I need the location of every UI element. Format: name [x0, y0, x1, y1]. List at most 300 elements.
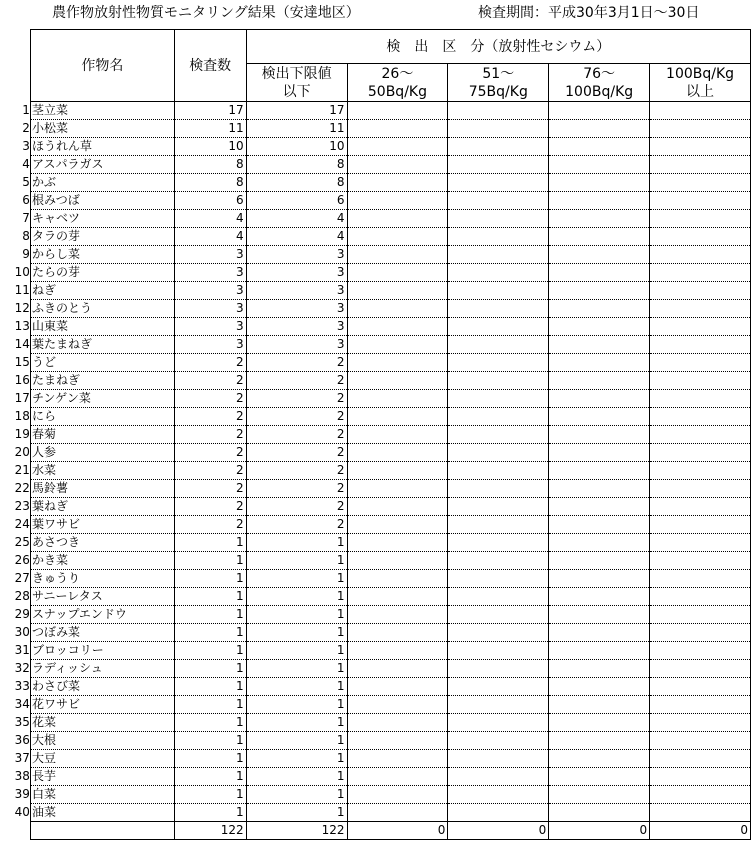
inspection-count: 3 — [174, 300, 246, 318]
row-number: 27 — [14, 571, 30, 585]
below-limit-count: 1 — [246, 624, 347, 642]
total-count: 122 — [174, 822, 246, 840]
table-row — [0, 390, 751, 408]
crop-name: きゅうり — [30, 570, 174, 588]
range-76-100-cell — [549, 570, 650, 588]
row-number: 1 — [22, 103, 30, 117]
crop-name: 大根 — [30, 732, 174, 750]
range-51-75-cell — [448, 804, 549, 822]
crop-name: わさび菜 — [30, 678, 174, 696]
range-76-100-cell — [549, 660, 650, 678]
total-range-26-50: 0 — [347, 822, 448, 840]
range-100-over-cell — [650, 426, 751, 444]
below-limit-count: 1 — [246, 768, 347, 786]
total-range-100-over: 0 — [650, 822, 751, 840]
table-row — [0, 102, 751, 120]
inspection-count: 2 — [174, 480, 246, 498]
crop-name: 春菊 — [30, 426, 174, 444]
range-100-over-cell — [650, 300, 751, 318]
inspection-count: 2 — [174, 408, 246, 426]
range-100-over-cell — [650, 678, 751, 696]
below-limit-count: 2 — [246, 498, 347, 516]
row-number: 14 — [14, 337, 30, 351]
range-100-over-cell — [650, 228, 751, 246]
range-51-75-cell — [448, 660, 549, 678]
row-number: 30 — [14, 625, 30, 639]
table-row — [0, 750, 751, 768]
below-limit-count: 10 — [246, 138, 347, 156]
table-row — [0, 786, 751, 804]
inspection-count: 10 — [174, 138, 246, 156]
below-limit-count: 1 — [246, 588, 347, 606]
inspection-count: 2 — [174, 390, 246, 408]
range-51-75-cell — [448, 444, 549, 462]
range-100-over-cell — [650, 498, 751, 516]
below-limit-count: 1 — [246, 714, 347, 732]
crop-name: 花ワサビ — [30, 696, 174, 714]
row-number: 11 — [14, 283, 30, 297]
range-51-75-cell — [448, 390, 549, 408]
range-51-75-cell — [448, 516, 549, 534]
range-51-75-cell — [448, 408, 549, 426]
row-number: 17 — [14, 391, 30, 405]
crop-name: 葉ねぎ — [30, 498, 174, 516]
range-26-50-cell — [347, 498, 448, 516]
inspection-count: 8 — [174, 156, 246, 174]
range-51-75-cell — [448, 300, 549, 318]
inspection-count: 3 — [174, 318, 246, 336]
crop-name: 山東菜 — [30, 318, 174, 336]
range-26-50-cell — [347, 786, 448, 804]
range-51-75-cell — [448, 138, 549, 156]
range-51-75-cell — [448, 678, 549, 696]
row-number: 25 — [14, 535, 30, 549]
range-51-75-cell — [448, 156, 549, 174]
below-limit-count: 1 — [246, 642, 347, 660]
header-crop-name: 作物名 — [30, 30, 174, 102]
range-100-over-cell — [650, 174, 751, 192]
range-100-over-cell — [650, 732, 751, 750]
row-number: 15 — [14, 355, 30, 369]
range-100-over-cell — [650, 390, 751, 408]
crop-name: 花菜 — [30, 714, 174, 732]
range-100-over-cell — [650, 138, 751, 156]
inspection-count: 11 — [174, 120, 246, 138]
range-26-50-cell — [347, 804, 448, 822]
range-100-over-cell — [650, 282, 751, 300]
range-100-over-cell — [650, 804, 751, 822]
row-number: 4 — [22, 157, 30, 171]
range-26-50-cell — [347, 768, 448, 786]
crop-name: 葉ワサビ — [30, 516, 174, 534]
table-row — [0, 660, 751, 678]
header-range-100-over: 100Bq/Kg 以上 — [650, 64, 751, 102]
crop-name: うど — [30, 354, 174, 372]
inspection-count: 3 — [174, 246, 246, 264]
below-limit-count: 2 — [246, 516, 347, 534]
inspection-count: 2 — [174, 498, 246, 516]
table-row — [0, 534, 751, 552]
inspection-count: 17 — [174, 102, 246, 120]
table-row — [0, 354, 751, 372]
table-row — [0, 498, 751, 516]
crop-name: タラの芽 — [30, 228, 174, 246]
row-number: 5 — [22, 175, 30, 189]
row-number: 2 — [22, 121, 30, 135]
range-76-100-cell — [549, 300, 650, 318]
inspection-count: 1 — [174, 606, 246, 624]
page-title: 農作物放射性物質モニタリング結果（安達地区） — [52, 5, 360, 21]
range-100-over-cell — [650, 156, 751, 174]
range-76-100-cell — [549, 174, 650, 192]
below-limit-count: 2 — [246, 444, 347, 462]
range-51-75-cell — [448, 606, 549, 624]
range-26-50-cell — [347, 174, 448, 192]
range-100-over-cell — [650, 570, 751, 588]
row-number: 18 — [14, 409, 30, 423]
range-51-75-cell — [448, 624, 549, 642]
range-76-100-cell — [549, 786, 650, 804]
range-26-50-cell — [347, 552, 448, 570]
row-number: 20 — [14, 445, 30, 459]
range-100-over-cell — [650, 336, 751, 354]
below-limit-count: 1 — [246, 678, 347, 696]
table-row — [0, 318, 751, 336]
range-51-75-cell — [448, 498, 549, 516]
range-26-50-cell — [347, 660, 448, 678]
range-26-50-cell — [347, 300, 448, 318]
crop-name: 茎立菜 — [30, 102, 174, 120]
below-limit-count: 1 — [246, 570, 347, 588]
range-76-100-cell — [549, 246, 650, 264]
range-26-50-cell — [347, 732, 448, 750]
table-row — [0, 696, 751, 714]
range-76-100-cell — [549, 750, 650, 768]
below-limit-count: 4 — [246, 210, 347, 228]
range-26-50-cell — [347, 696, 448, 714]
results-table — [0, 29, 751, 840]
range-26-50-cell — [347, 624, 448, 642]
crop-name: かき菜 — [30, 552, 174, 570]
crop-name: ほうれん草 — [30, 138, 174, 156]
range-51-75-cell — [448, 462, 549, 480]
table-row — [0, 408, 751, 426]
below-limit-count: 6 — [246, 192, 347, 210]
row-number: 13 — [14, 319, 30, 333]
row-number: 40 — [14, 805, 30, 819]
range-76-100-cell — [549, 264, 650, 282]
range-51-75-cell — [448, 732, 549, 750]
range-26-50-cell — [347, 714, 448, 732]
range-26-50-cell — [347, 390, 448, 408]
below-limit-count: 2 — [246, 390, 347, 408]
below-limit-count: 8 — [246, 156, 347, 174]
row-number: 12 — [14, 301, 30, 315]
crop-name: にら — [30, 408, 174, 426]
range-76-100-cell — [549, 498, 650, 516]
range-51-75-cell — [448, 282, 549, 300]
range-51-75-cell — [448, 372, 549, 390]
range-51-75-cell — [448, 228, 549, 246]
inspection-count: 4 — [174, 228, 246, 246]
table-row — [0, 768, 751, 786]
crop-name: スナップエンドウ — [30, 606, 174, 624]
below-limit-count: 2 — [246, 462, 347, 480]
range-51-75-cell — [448, 696, 549, 714]
inspection-count: 1 — [174, 714, 246, 732]
range-76-100-cell — [549, 354, 650, 372]
row-number: 22 — [14, 481, 30, 495]
range-76-100-cell — [549, 138, 650, 156]
range-76-100-cell — [549, 642, 650, 660]
range-76-100-cell — [549, 534, 650, 552]
range-76-100-cell — [549, 480, 650, 498]
range-76-100-cell — [549, 102, 650, 120]
row-number: 26 — [14, 553, 30, 567]
row-number: 31 — [14, 643, 30, 657]
inspection-count: 1 — [174, 534, 246, 552]
range-26-50-cell — [347, 102, 448, 120]
range-100-over-cell — [650, 102, 751, 120]
range-26-50-cell — [347, 228, 448, 246]
below-limit-count: 1 — [246, 786, 347, 804]
range-51-75-cell — [448, 570, 549, 588]
crop-name: 油菜 — [30, 804, 174, 822]
table-row — [0, 588, 751, 606]
range-76-100-cell — [549, 606, 650, 624]
range-100-over-cell — [650, 606, 751, 624]
below-limit-count: 2 — [246, 408, 347, 426]
below-limit-count: 3 — [246, 264, 347, 282]
table-row — [0, 246, 751, 264]
range-100-over-cell — [650, 588, 751, 606]
header-count: 検査数 — [174, 30, 246, 102]
range-100-over-cell — [650, 408, 751, 426]
below-limit-count: 4 — [246, 228, 347, 246]
range-100-over-cell — [650, 318, 751, 336]
range-51-75-cell — [448, 588, 549, 606]
range-51-75-cell — [448, 552, 549, 570]
inspection-period: 検査期間：平成30年3月1日～30日 — [478, 5, 700, 21]
inspection-count: 1 — [174, 750, 246, 768]
inspection-count: 2 — [174, 372, 246, 390]
range-26-50-cell — [347, 336, 448, 354]
range-26-50-cell — [347, 642, 448, 660]
range-51-75-cell — [448, 354, 549, 372]
range-100-over-cell — [650, 552, 751, 570]
crop-name: 白菜 — [30, 786, 174, 804]
range-26-50-cell — [347, 282, 448, 300]
table-row — [0, 174, 751, 192]
range-100-over-cell — [650, 660, 751, 678]
range-51-75-cell — [448, 336, 549, 354]
table-row — [0, 282, 751, 300]
below-limit-count: 3 — [246, 318, 347, 336]
range-76-100-cell — [549, 552, 650, 570]
range-100-over-cell — [650, 210, 751, 228]
crop-name: あさつき — [30, 534, 174, 552]
crop-name: 水菜 — [30, 462, 174, 480]
inspection-count: 3 — [174, 282, 246, 300]
row-number: 29 — [14, 607, 30, 621]
inspection-count: 2 — [174, 444, 246, 462]
range-26-50-cell — [347, 678, 448, 696]
inspection-count: 1 — [174, 696, 246, 714]
crop-name: チンゲン菜 — [30, 390, 174, 408]
range-26-50-cell — [347, 462, 448, 480]
range-51-75-cell — [448, 534, 549, 552]
row-number: 28 — [14, 589, 30, 603]
inspection-count: 2 — [174, 426, 246, 444]
range-76-100-cell — [549, 462, 650, 480]
range-26-50-cell — [347, 138, 448, 156]
range-51-75-cell — [448, 750, 549, 768]
range-26-50-cell — [347, 516, 448, 534]
table-row — [0, 120, 751, 138]
range-26-50-cell — [347, 480, 448, 498]
row-number: 34 — [14, 697, 30, 711]
range-100-over-cell — [650, 534, 751, 552]
crop-name: つぼみ菜 — [30, 624, 174, 642]
row-number: 38 — [14, 769, 30, 783]
range-26-50-cell — [347, 570, 448, 588]
range-76-100-cell — [549, 768, 650, 786]
row-number: 3 — [22, 139, 30, 153]
inspection-count: 8 — [174, 174, 246, 192]
row-number: 19 — [14, 427, 30, 441]
row-number: 9 — [22, 247, 30, 261]
range-76-100-cell — [549, 732, 650, 750]
range-26-50-cell — [347, 372, 448, 390]
range-26-50-cell — [347, 246, 448, 264]
row-number: 37 — [14, 751, 30, 765]
range-100-over-cell — [650, 372, 751, 390]
inspection-count: 1 — [174, 642, 246, 660]
table-row — [0, 444, 751, 462]
below-limit-count: 2 — [246, 480, 347, 498]
header-range-51-75: 51～ 75Bq/Kg — [448, 64, 549, 102]
range-100-over-cell — [650, 750, 751, 768]
header-category: 検 出 区 分（放射性セシウム） — [246, 30, 750, 64]
below-limit-count: 1 — [246, 804, 347, 822]
range-100-over-cell — [650, 444, 751, 462]
range-51-75-cell — [448, 786, 549, 804]
range-51-75-cell — [448, 192, 549, 210]
table-row — [0, 678, 751, 696]
crop-name: たらの芽 — [30, 264, 174, 282]
range-51-75-cell — [448, 264, 549, 282]
range-51-75-cell — [448, 174, 549, 192]
crop-name: 根みつば — [30, 192, 174, 210]
range-100-over-cell — [650, 768, 751, 786]
table-row — [0, 642, 751, 660]
table-row — [0, 462, 751, 480]
below-limit-count: 1 — [246, 606, 347, 624]
crop-name: ブロッコリー — [30, 642, 174, 660]
range-100-over-cell — [650, 642, 751, 660]
range-100-over-cell — [650, 462, 751, 480]
inspection-count: 1 — [174, 786, 246, 804]
row-number: 7 — [22, 211, 30, 225]
below-limit-count: 1 — [246, 696, 347, 714]
range-51-75-cell — [448, 480, 549, 498]
range-76-100-cell — [549, 804, 650, 822]
below-limit-count: 11 — [246, 120, 347, 138]
inspection-count: 6 — [174, 192, 246, 210]
table-row — [0, 192, 751, 210]
total-range-51-75: 0 — [448, 822, 549, 840]
range-76-100-cell — [549, 192, 650, 210]
below-limit-count: 17 — [246, 102, 347, 120]
crop-name: たまねぎ — [30, 372, 174, 390]
range-76-100-cell — [549, 624, 650, 642]
range-100-over-cell — [650, 264, 751, 282]
range-26-50-cell — [347, 192, 448, 210]
range-51-75-cell — [448, 768, 549, 786]
row-number: 39 — [14, 787, 30, 801]
range-26-50-cell — [347, 156, 448, 174]
total-below-limit: 122 — [246, 822, 347, 840]
header-below-limit: 検出下限値 以下 — [246, 64, 347, 102]
table-row — [0, 570, 751, 588]
table-row — [0, 624, 751, 642]
table-row — [0, 606, 751, 624]
inspection-count: 1 — [174, 570, 246, 588]
row-number: 35 — [14, 715, 30, 729]
range-76-100-cell — [549, 696, 650, 714]
table-row — [0, 138, 751, 156]
below-limit-count: 1 — [246, 660, 347, 678]
range-51-75-cell — [448, 246, 549, 264]
range-100-over-cell — [650, 246, 751, 264]
range-100-over-cell — [650, 480, 751, 498]
table-row — [0, 228, 751, 246]
row-number: 6 — [22, 193, 30, 207]
inspection-count: 1 — [174, 678, 246, 696]
range-26-50-cell — [347, 210, 448, 228]
total-range-76-100: 0 — [549, 822, 650, 840]
range-26-50-cell — [347, 606, 448, 624]
range-26-50-cell — [347, 408, 448, 426]
below-limit-count: 2 — [246, 426, 347, 444]
range-26-50-cell — [347, 588, 448, 606]
range-51-75-cell — [448, 210, 549, 228]
header-range-26-50: 26～ 50Bq/Kg — [347, 64, 448, 102]
range-51-75-cell — [448, 102, 549, 120]
range-26-50-cell — [347, 318, 448, 336]
crop-name: アスパラガス — [30, 156, 174, 174]
below-limit-count: 1 — [246, 750, 347, 768]
below-limit-count: 1 — [246, 732, 347, 750]
inspection-count: 1 — [174, 732, 246, 750]
range-26-50-cell — [347, 444, 448, 462]
range-100-over-cell — [650, 696, 751, 714]
range-76-100-cell — [549, 444, 650, 462]
inspection-count: 1 — [174, 552, 246, 570]
range-76-100-cell — [549, 156, 650, 174]
table-row — [0, 714, 751, 732]
crop-name: 葉たまねぎ — [30, 336, 174, 354]
range-76-100-cell — [549, 390, 650, 408]
range-100-over-cell — [650, 354, 751, 372]
range-100-over-cell — [650, 516, 751, 534]
range-100-over-cell — [650, 714, 751, 732]
inspection-count: 2 — [174, 462, 246, 480]
inspection-count: 1 — [174, 588, 246, 606]
range-100-over-cell — [650, 624, 751, 642]
range-76-100-cell — [549, 516, 650, 534]
range-26-50-cell — [347, 750, 448, 768]
